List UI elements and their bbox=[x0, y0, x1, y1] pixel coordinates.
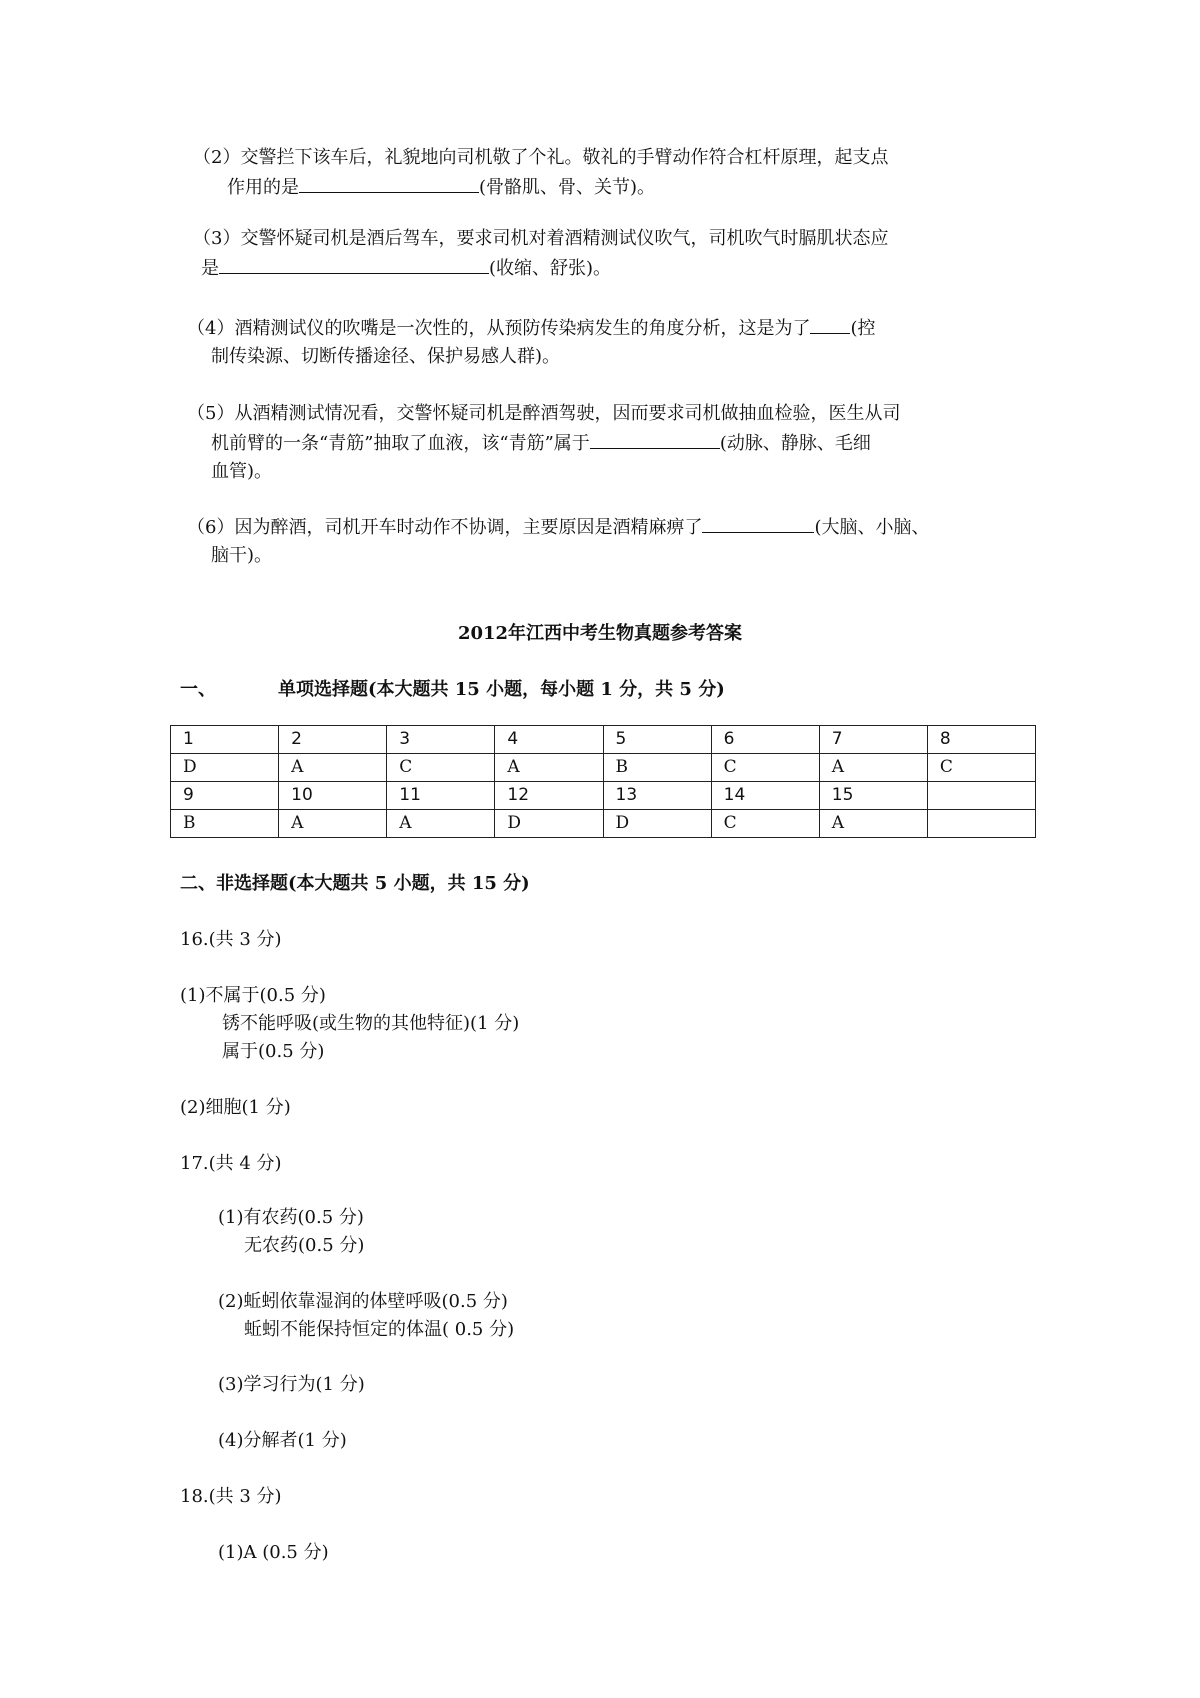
q17-part2-line1: (2)蚯蚓依靠湿润的体壁呼吸(0.5 分) bbox=[218, 1291, 508, 1312]
table-cell: A bbox=[279, 810, 387, 838]
q17-part4: (4)分解者(1 分) bbox=[218, 1430, 347, 1451]
q17-part3: (3)学习行为(1 分) bbox=[218, 1374, 365, 1395]
table-cell bbox=[927, 810, 1035, 838]
table-cell: B bbox=[603, 754, 711, 782]
table-cell: 13 bbox=[603, 782, 711, 810]
answers-title: 2012年江西中考生物真题参考答案 bbox=[457, 623, 743, 644]
question-5-line1: （5）从酒精测试情况看，交警怀疑司机是醉酒驾驶，因而要求司机做抽血检验，医生从司 bbox=[187, 403, 901, 424]
table-cell: 1 bbox=[171, 726, 279, 754]
q16-part1-line2: 锈不能呼吸(或生物的其他特征)(1 分) bbox=[222, 1013, 520, 1034]
question-6-line1: （6）因为醉酒，司机开车时动作不协调，主要原因是酒精麻痹了 (大脑、小脑、 bbox=[187, 512, 929, 542]
table-cell bbox=[927, 782, 1035, 810]
section-1-number: 一、 bbox=[180, 679, 216, 700]
q16-header: 16.(共 3 分) bbox=[180, 929, 282, 950]
table-cell: B bbox=[171, 810, 279, 838]
q16-part1-line1: (1)不属于(0.5 分) bbox=[180, 985, 326, 1006]
table-cell: 10 bbox=[279, 782, 387, 810]
table-cell: C bbox=[387, 754, 495, 782]
table-cell: A bbox=[819, 754, 927, 782]
table-cell: 8 bbox=[927, 726, 1035, 754]
table-cell: C bbox=[927, 754, 1035, 782]
table-cell: D bbox=[171, 754, 279, 782]
question-2-line1: （2）交警拦下该车后，礼貌地向司机敬了个礼。敬礼的手臂动作符合杠杆原理，起支点 bbox=[193, 147, 889, 168]
question-5-line2: 机前臂的一条“青筋”抽取了血液，该“青筋”属于 (动脉、静脉、毛细 bbox=[187, 428, 900, 458]
answer-blank[interactable] bbox=[810, 313, 850, 334]
answer-blank[interactable] bbox=[219, 253, 489, 274]
q18-header: 18.(共 3 分) bbox=[180, 1486, 282, 1507]
question-4 bbox=[187, 313, 875, 371]
question-5-line3: 血管)。 bbox=[211, 461, 273, 482]
question-2-line2: 作用的是 (骨骼肌、骨、关节)。 bbox=[193, 172, 888, 202]
table-cell: A bbox=[495, 754, 603, 782]
table-cell: 11 bbox=[387, 782, 495, 810]
question-3-line1: （3）交警怀疑司机是酒后驾车，要求司机对着酒精测试仪吹气，司机吹气时膈肌状态应 bbox=[193, 228, 889, 249]
table-cell: 4 bbox=[495, 726, 603, 754]
section-2-heading: 二、非选择题(本大题共 5 小题，共 15 分) bbox=[180, 873, 530, 894]
table-cell: D bbox=[603, 810, 711, 838]
question-6 bbox=[187, 512, 929, 570]
question-3 bbox=[193, 225, 888, 283]
table-cell: 2 bbox=[279, 726, 387, 754]
q16-part1 bbox=[180, 982, 519, 1066]
table-row bbox=[171, 782, 1036, 810]
table-cell: 3 bbox=[387, 726, 495, 754]
section-1-label: 单项选择题(本大题共 15 小题，每小题 1 分，共 5 分) bbox=[278, 679, 725, 700]
q18-part1: (1)A (0.5 分) bbox=[218, 1542, 329, 1563]
table-cell: A bbox=[819, 810, 927, 838]
table-cell: 14 bbox=[711, 782, 819, 810]
table-cell: 9 bbox=[171, 782, 279, 810]
q17-part1-line1: (1)有农药(0.5 分) bbox=[218, 1207, 364, 1228]
table-row bbox=[171, 726, 1036, 754]
table-cell: A bbox=[387, 810, 495, 838]
q16-part1-line3: 属于(0.5 分) bbox=[222, 1041, 325, 1062]
table-cell: 5 bbox=[603, 726, 711, 754]
q17-header: 17.(共 4 分) bbox=[180, 1153, 282, 1174]
q17-part1-line2: 无农药(0.5 分) bbox=[244, 1235, 365, 1256]
q17-part2-line2: 蚯蚓不能保持恒定的体温( 0.5 分) bbox=[244, 1319, 515, 1340]
table-row bbox=[171, 810, 1036, 838]
table-cell: A bbox=[279, 754, 387, 782]
answer-blank[interactable] bbox=[590, 428, 720, 449]
answer-blank[interactable] bbox=[299, 172, 479, 193]
question-4-line1: （4）酒精测试仪的吹嘴是一次性的，从预防传染病发生的角度分析，这是为了 (控 bbox=[187, 313, 875, 343]
table-cell: 6 bbox=[711, 726, 819, 754]
table-cell: C bbox=[711, 754, 819, 782]
answer-table bbox=[170, 725, 1036, 838]
q17-part1 bbox=[218, 1204, 364, 1260]
question-5 bbox=[187, 400, 900, 486]
question-6-line2: 脑干)。 bbox=[211, 545, 273, 566]
table-cell: 15 bbox=[819, 782, 927, 810]
question-4-line2: 制传染源、切断传播途径、保护易感人群)。 bbox=[211, 346, 561, 367]
table-row bbox=[171, 754, 1036, 782]
question-3-line2: 是 (收缩、舒张)。 bbox=[193, 253, 888, 283]
table-cell: 7 bbox=[819, 726, 927, 754]
question-2 bbox=[193, 144, 888, 202]
table-cell: 12 bbox=[495, 782, 603, 810]
table-cell: D bbox=[495, 810, 603, 838]
q16-part2: (2)细胞(1 分) bbox=[180, 1097, 291, 1118]
section-1-heading bbox=[180, 676, 725, 704]
q17-part2 bbox=[218, 1288, 514, 1344]
table-cell: C bbox=[711, 810, 819, 838]
answer-blank[interactable] bbox=[702, 512, 814, 533]
